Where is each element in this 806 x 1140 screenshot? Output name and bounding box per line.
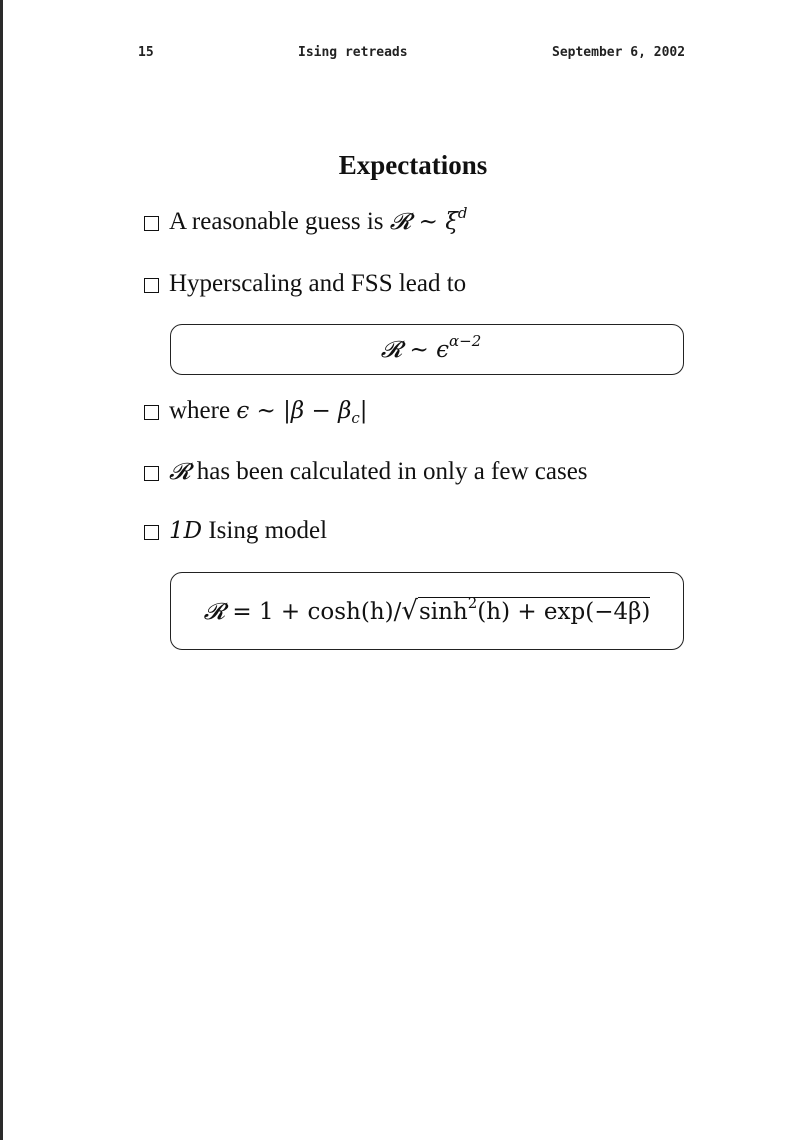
math-1d: 1D bbox=[169, 518, 203, 544]
header-date: September 6, 2002 bbox=[552, 45, 686, 60]
running-title: Ising retreads bbox=[298, 45, 408, 60]
bullet-hyperscaling bbox=[144, 270, 466, 298]
bullet-text: where bbox=[169, 397, 231, 424]
bullet-1d-ising bbox=[144, 517, 327, 545]
bullet-where-epsilon bbox=[144, 397, 368, 425]
equation-box bbox=[170, 324, 684, 375]
slide-title: Expectations bbox=[338, 150, 488, 180]
bullet-text: Ising model bbox=[208, 517, 328, 544]
checkbox-icon bbox=[144, 525, 159, 540]
bullet-text: A reasonable guess is bbox=[169, 208, 384, 235]
math-expression: 𝓡 ~ $\xi^d$ bbox=[389, 204, 468, 235]
checkbox-icon bbox=[144, 216, 159, 231]
equation-1d-ising: 𝓡 = $1 + \cosh(h)/√\sinh^2(h) + \exp(-4\beta)$ bbox=[203, 594, 651, 626]
bullet-text: Hyperscaling and FSS lead to bbox=[169, 270, 467, 297]
checkbox-icon bbox=[144, 278, 159, 293]
math-expression: ϵ ~ $|\beta - \beta_c|$ bbox=[236, 398, 368, 427]
bullet-reasonable-guess bbox=[144, 204, 468, 236]
page-number: 15 bbox=[138, 45, 154, 60]
bullet-calculated bbox=[144, 458, 588, 486]
math-symbol: 𝓡 bbox=[169, 459, 191, 485]
equation-box bbox=[170, 572, 684, 650]
bullet-text: has been calculated in only a few cases bbox=[196, 458, 588, 485]
equation-scaling: 𝓡 ~ $\epsilon^{\alpha-2}$ bbox=[380, 331, 482, 363]
checkbox-icon bbox=[144, 405, 159, 420]
checkbox-icon bbox=[144, 466, 159, 481]
